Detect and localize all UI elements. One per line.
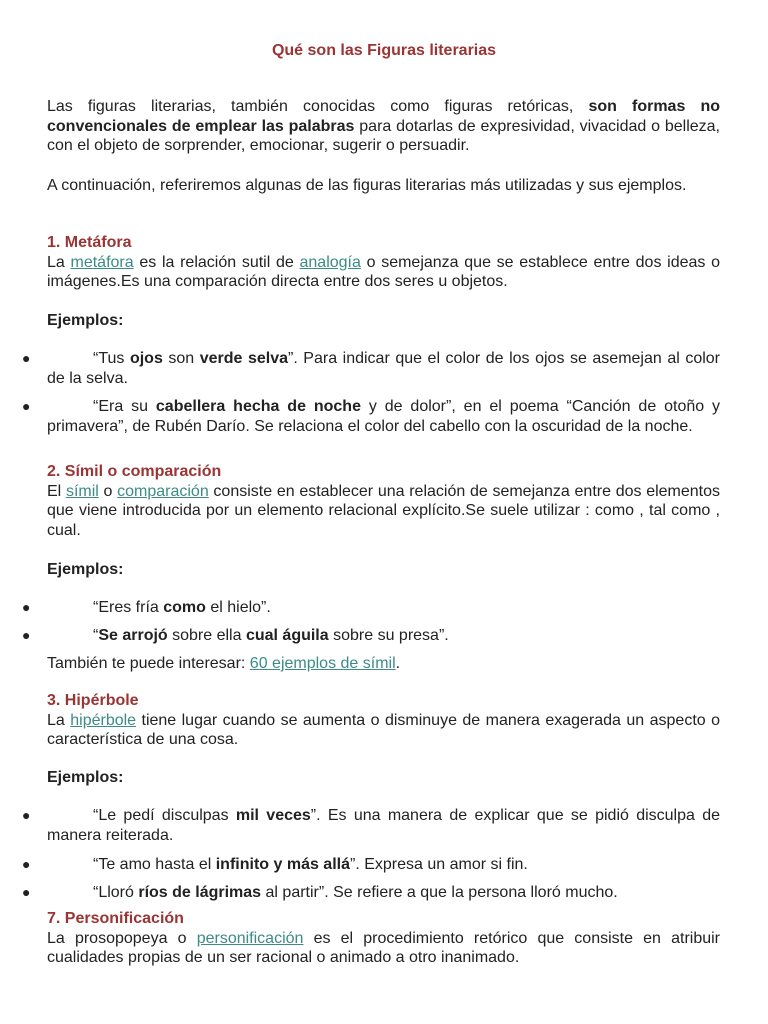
section-heading: 3. Hipérbole	[47, 692, 139, 709]
examples-label: Ejemplos:	[47, 312, 124, 329]
list-item	[47, 397, 720, 436]
text: La prosopopeya o	[47, 929, 197, 947]
section-paragraph	[47, 253, 720, 292]
bold-text: Se arrojó	[98, 627, 168, 644]
text: La	[47, 253, 71, 271]
text: ”. Para indicar que el color de los ojos se asemejan al color de la selva.	[47, 350, 720, 387]
page-title: Qué son las Figuras literarias	[271, 42, 497, 59]
list-item	[47, 855, 720, 875]
text: “Le pedí disculpas	[93, 807, 236, 824]
text: o	[98, 482, 118, 500]
text: También te puede interesar:	[47, 655, 250, 672]
link-comparacion[interactable]: comparación	[117, 482, 209, 500]
list-item	[47, 598, 720, 618]
bullet-icon: ●	[22, 350, 31, 366]
section-hiperbole	[47, 691, 720, 750]
list-item	[47, 806, 720, 845]
bullet-icon: ●	[22, 627, 31, 643]
list-item	[47, 349, 720, 388]
text: o semejanza que se establece entre dos ideas o imágenes.Es una comparación directa entre dos seres u objetos.	[47, 253, 720, 290]
bullet-icon: ●	[22, 398, 31, 414]
bold-text: ríos de lágrimas	[138, 884, 262, 901]
examples-label: Ejemplos:	[47, 561, 124, 578]
section-paragraph	[47, 711, 720, 750]
bold-text: cual águila	[245, 627, 329, 644]
bullet-icon: ●	[22, 599, 31, 615]
text: “Tus	[93, 350, 130, 367]
bold-text: mil veces	[235, 807, 311, 824]
intro-paragraph	[47, 97, 720, 156]
section-personificacion	[47, 909, 720, 968]
intro-bold: son formas no convencionales de emplear las palabras	[47, 98, 720, 135]
bold-text: como	[163, 599, 206, 616]
text: ”. Expresa un amor si fin.	[350, 856, 528, 873]
link-personificacion[interactable]: personificación	[196, 929, 304, 947]
text: sobre ella	[167, 627, 246, 644]
text: ”. Es una manera de explicar que se pidió disculpa de manera reiterada.	[47, 807, 721, 844]
link-hiperbole[interactable]: hipérbole	[70, 711, 137, 729]
text: El	[47, 482, 66, 500]
text: son	[162, 350, 200, 367]
text: y de dolor”, en el poema “Canción de otoño y primavera”, de Rubén Darío. Se relaciona el color del cabello con la oscuridad de la noche.	[47, 398, 721, 435]
link-metafora[interactable]: metáfora	[70, 253, 134, 271]
section-heading: 7. Personificación	[47, 910, 184, 927]
bullet-icon: ●	[22, 884, 31, 900]
text: “Te amo hasta el	[93, 856, 216, 873]
text: “Eres fría	[93, 599, 164, 616]
intro-text-1: Las figuras literarias, también conocidas como figuras retóricas,	[47, 98, 589, 115]
link-analogia[interactable]: analogía	[299, 253, 361, 271]
text: es el procedimiento retórico que consiste en atribuir cualidades propias de un ser racional o animado a otro inanimado.	[47, 929, 721, 966]
text: La	[47, 711, 71, 729]
text: “Lloró	[93, 884, 139, 901]
intro-paragraph-2: A continuación, referiremos algunas de las figuras literarias más utilizadas y sus ejemplos.	[47, 177, 687, 194]
also-interest	[47, 654, 720, 674]
list-item	[47, 626, 720, 646]
text: .	[395, 655, 401, 672]
text: “	[93, 627, 99, 644]
text: consiste en establecer una relación de semejanza entre dos elementos que viene introducida por un elemento relacional explícito.Se suele utilizar : como , tal como , cual.	[47, 482, 721, 539]
section-paragraph	[47, 929, 720, 968]
text: es la relación sutil de	[133, 253, 300, 271]
bold-text: infinito y más allá	[215, 856, 350, 873]
text: “Era su	[93, 398, 156, 415]
link-ejemplos-simil[interactable]: 60 ejemplos de símil	[249, 655, 396, 672]
intro-text-2: para dotarlas de expresividad, vivacidad o belleza, con el objeto de sorprender, emocionar, sugerir o persuadir.	[47, 117, 721, 154]
text: al partir”. Se refiere a que la persona lloró mucho.	[261, 884, 618, 901]
text: sobre su presa”.	[328, 627, 449, 644]
examples-label: Ejemplos:	[47, 769, 124, 786]
list-item	[47, 883, 720, 903]
section-metafora	[47, 233, 720, 292]
section-heading: 1. Metáfora	[47, 234, 132, 251]
bullet-icon: ●	[22, 807, 31, 823]
bold-text: cabellera hecha de noche	[155, 398, 361, 415]
link-simil[interactable]: símil	[65, 482, 99, 500]
section-heading: 2. Símil o comparación	[47, 463, 222, 480]
bold-text: verde selva	[199, 350, 288, 367]
bullet-icon: ●	[22, 856, 31, 872]
bold-text: ojos	[129, 350, 163, 367]
text: el hielo”.	[205, 599, 271, 616]
section-paragraph	[47, 482, 720, 541]
section-simil	[47, 462, 720, 540]
text: tiene lugar cuando se aumenta o disminuye de manera exagerada un aspecto o característica de una cosa.	[47, 711, 720, 748]
